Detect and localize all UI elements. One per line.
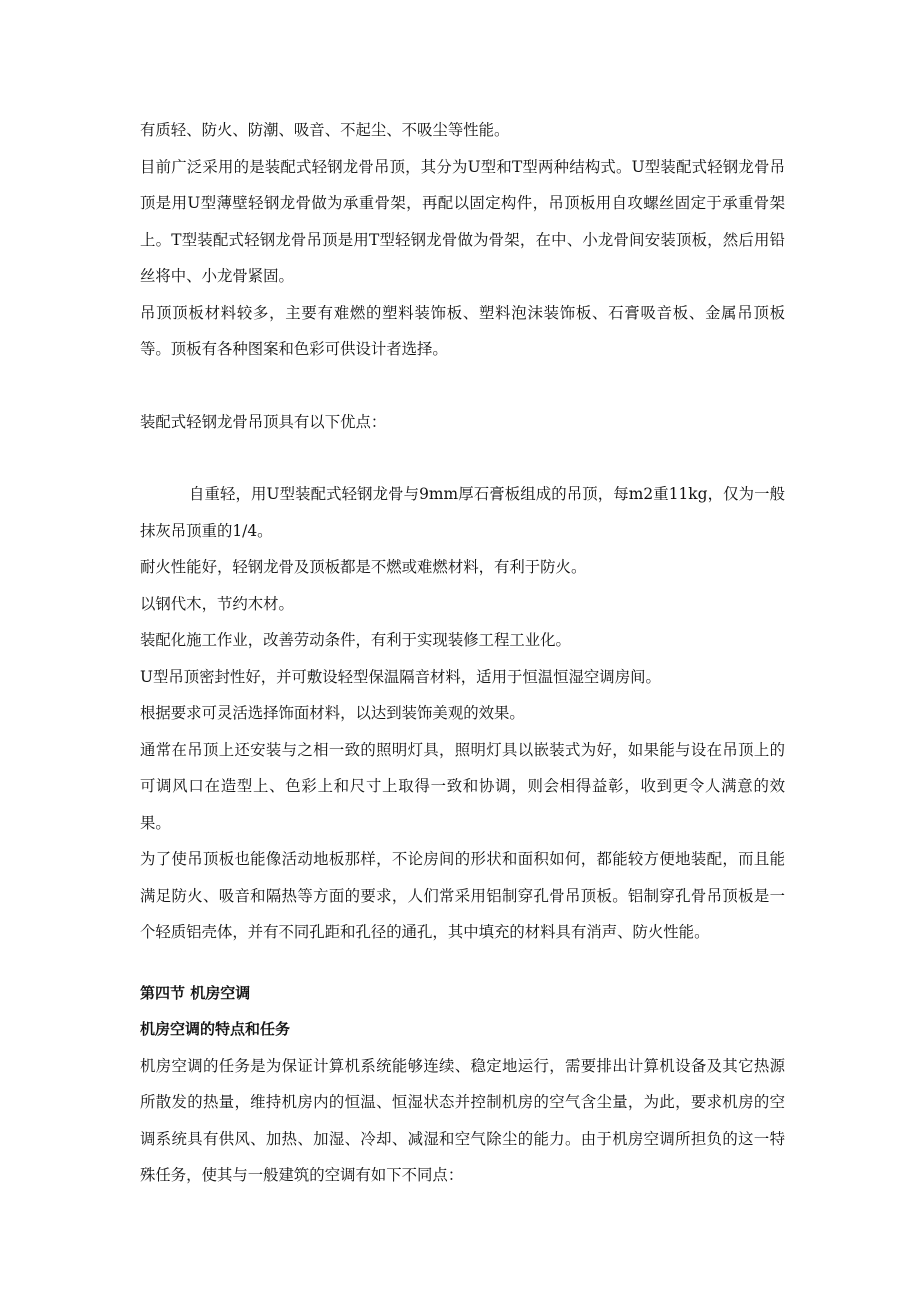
- subsection-heading: 机房空调的特点和任务: [140, 1020, 291, 1038]
- advantages-intro: 装配式轻钢龙骨吊顶具有以下优点：: [140, 412, 387, 431]
- advantage-finish-choice: 根据要求可灵活选择饰面材料，以达到装饰美观的效果。: [140, 704, 525, 722]
- advantage-fire-resistance: 耐火性能好，轻钢龙骨及顶板都是不燃或难燃材料，有利于防火。: [140, 558, 587, 576]
- document-page: [140, 112, 785, 1194]
- paragraph-ceiling-panel-materials: 吊顶顶板材料较多，主要有难燃的塑料装饰板、塑料泡沫装饰板、石膏吸音板、金属吊顶板等。顶板有各种图案和色彩可供设计者选择。: [140, 303, 785, 358]
- advantage-sealing: U型吊顶密封性好，并可敷设轻型保温隔音材料，适用于恒温恒湿空调房间。: [140, 667, 661, 686]
- paragraph-ceiling-properties: 有质轻、防火、防潮、吸音、不起尘、不吸尘等性能。: [140, 121, 510, 139]
- paragraph-lighting-fixtures: 通常在吊顶上还安装与之相一致的照明灯具，照明灯具以嵌装式为好，如果能与设在吊顶上的可调风口在造型上、色彩上和尺寸上取得一致和协调，则会相得益彰，收到更令人满意的效果。: [140, 740, 785, 832]
- advantage-prefabrication: 装配化施工作业，改善劳动条件，有利于实现装修工程工业化。: [140, 631, 571, 649]
- paragraph-machine-room-ac: 机房空调的任务是为保证计算机系统能够连续、稳定地运行，需要排出计算机设备及其它热源所散发的热量，维持机房内的恒温、恒湿状态并控制机房的空气含尘量，为此，要求机房的空调系统具有供风、加热、加湿、冷却、减湿和空气除尘的能力。由于机房空调所担负的这一特殊任务，使其与一般建筑的空调有如下不同点：: [140, 1056, 785, 1184]
- advantage-light-weight: 自重轻，用U型装配式轻钢龙骨与9mm厚石膏板组成的吊顶，每m2重11kg，仅为一般抹灰吊顶重的1/4。: [140, 485, 785, 540]
- blank-line: [140, 368, 785, 404]
- paragraph-light-steel-keel: 目前广泛采用的是装配式轻钢龙骨吊顶，其分为U型和T型两种结构式。U型装配式轻钢龙骨吊顶是用U型薄壁轻钢龙骨做为承重骨架，再配以固定构件，吊顶板用自攻螺丝固定于承重骨架上。T型装配式轻钢龙骨吊顶是用T型轻钢龙骨做为骨架，在中、小龙骨间安装顶板，然后用铅丝将中、小龙骨紧固。: [140, 157, 785, 285]
- advantage-save-wood: 以钢代木，节约木材。: [140, 594, 294, 613]
- blank-line: [140, 951, 785, 975]
- blank-line: [140, 440, 785, 476]
- paragraph-aluminum-panels: 为了使吊顶板也能像活动地板那样，不论房间的形状和面积如何，都能较方便地装配，而且能满足防火、吸音和隔热等方面的要求，人们常采用铝制穿孔骨吊顶板。铝制穿孔骨吊顶板是一个轻质铝壳体，并有不同孔距和孔径的通孔，其中填充的材料具有消声、防火性能。: [140, 850, 785, 941]
- section-heading: 第四节 机房空调: [140, 983, 251, 1002]
